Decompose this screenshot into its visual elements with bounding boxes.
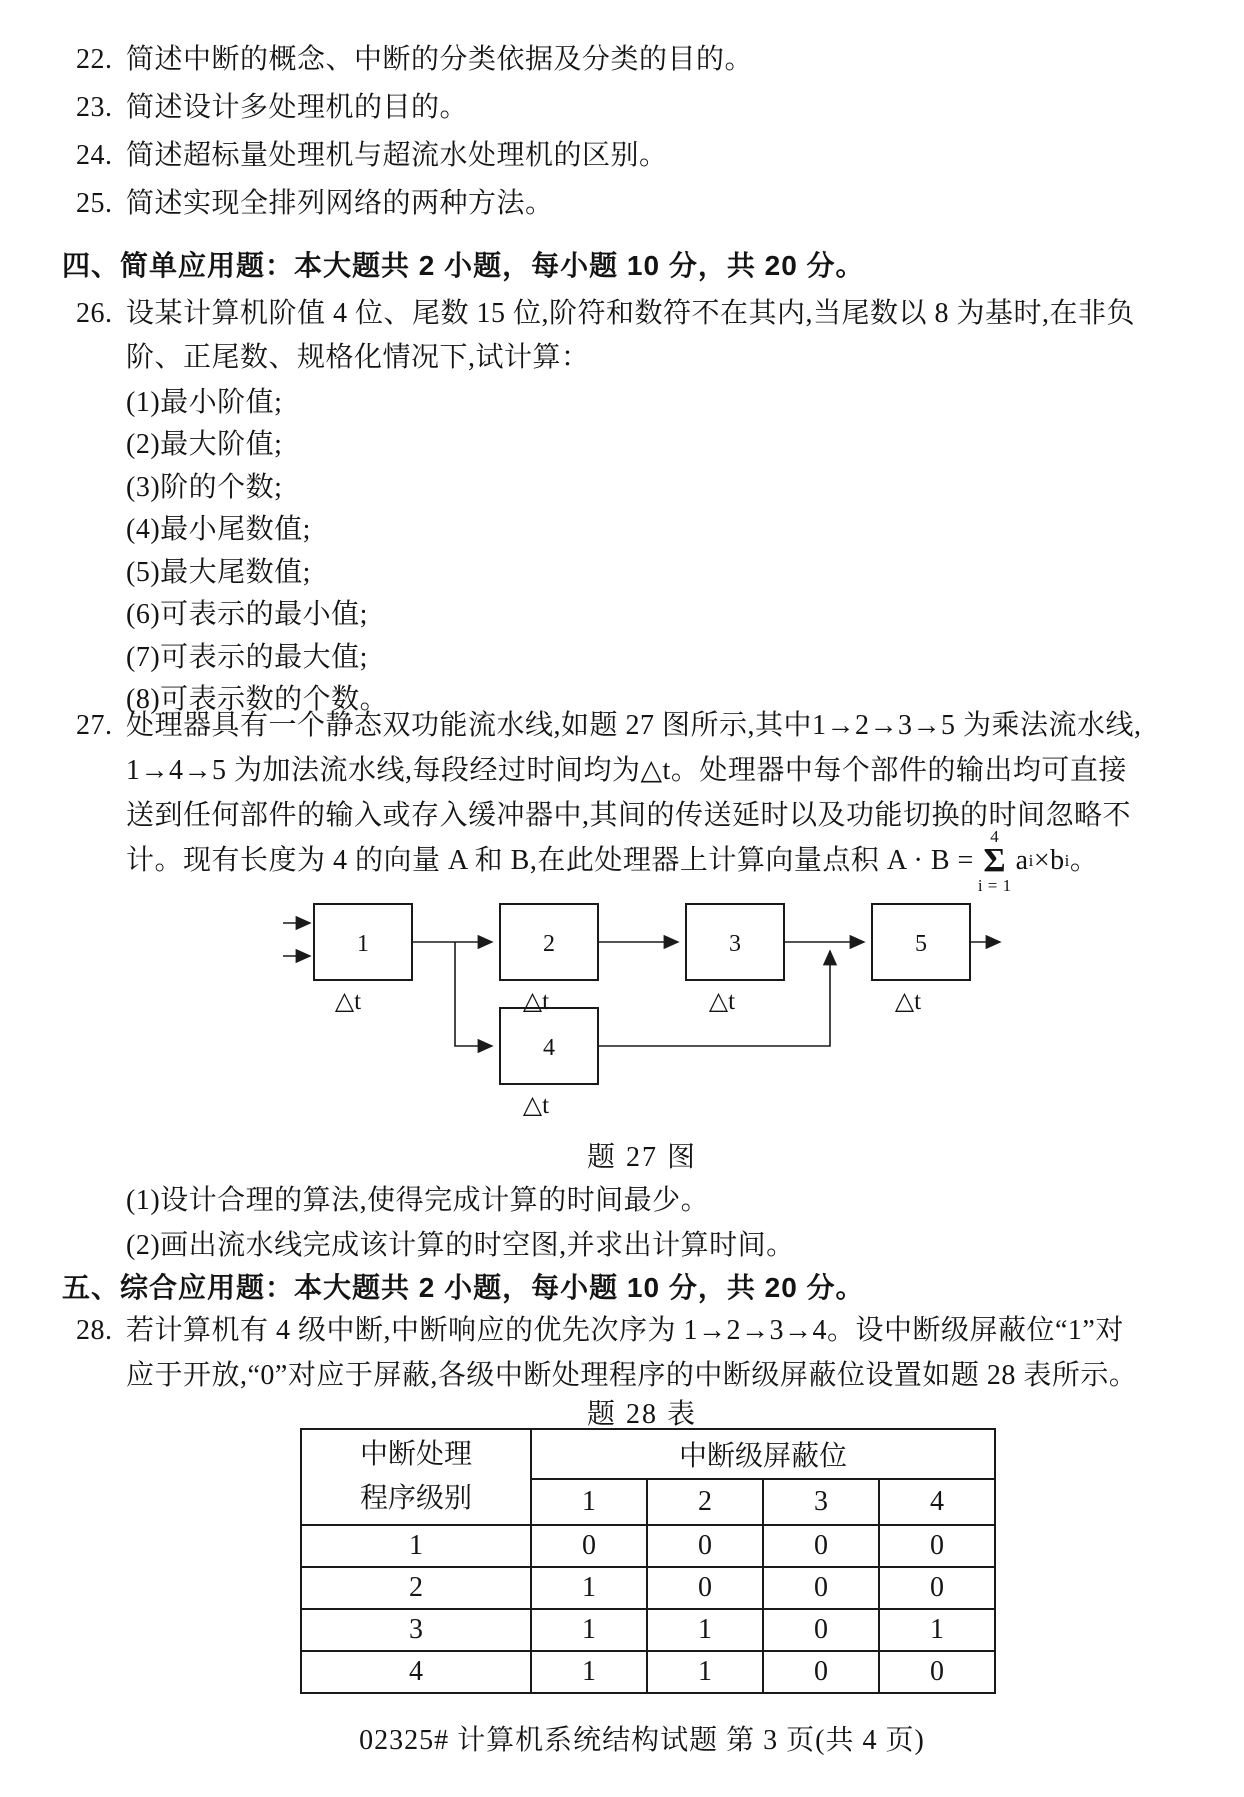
table-row xyxy=(301,1525,995,1567)
arrow-1-to-4 xyxy=(455,942,492,1046)
operand-b: b xyxy=(1050,845,1065,876)
operand-a: a xyxy=(1015,845,1029,876)
formula-prefix: 计。现有长度为 4 的向量 A 和 B,在此处理器上计算向量点积 A · B = xyxy=(126,845,974,876)
question-28-line1 xyxy=(76,1313,1124,1349)
question-text: 简述设计多处理机的目的。 xyxy=(126,92,469,123)
table-header-row-1 xyxy=(301,1429,995,1479)
question-22 xyxy=(76,42,753,78)
figure-27-pipeline-diagram xyxy=(270,893,1020,1128)
mask-col-4: 4 xyxy=(879,1479,995,1525)
table-row xyxy=(301,1651,995,1693)
question-number: 28. xyxy=(76,1315,113,1346)
delta-t-label-5: △t xyxy=(894,988,922,1015)
delta-t-label-2: △t xyxy=(522,988,550,1015)
delta-t-label-4: △t xyxy=(522,1092,550,1119)
bit-cell: 0 xyxy=(879,1525,995,1567)
delta-t-label-1: △t xyxy=(334,988,362,1015)
q26-subitem-4: (4)最小尾数值; xyxy=(126,514,311,545)
question-number: 24. xyxy=(76,140,113,171)
stage-3-label: 3 xyxy=(729,931,741,957)
section-4-header: 四、简单应用题：本大题共 2 小题，每小题 10 分，共 20 分。 xyxy=(62,250,865,281)
level-cell: 4 xyxy=(301,1651,531,1693)
bit-cell: 0 xyxy=(879,1567,995,1609)
bit-cell: 1 xyxy=(531,1609,647,1651)
sum-upper-limit: 4 xyxy=(990,827,1000,846)
times-operator: × xyxy=(1033,845,1051,876)
header-program-level-line2: 程序级别 xyxy=(359,1483,472,1514)
bit-cell: 1 xyxy=(531,1567,647,1609)
q26-subitem-2: (2)最大阶值; xyxy=(126,429,283,460)
sigma-glyph: Σ xyxy=(983,842,1007,879)
question-text: 简述中断的概念、中断的分类依据及分类的目的。 xyxy=(126,44,754,75)
pipeline-diagram-svg xyxy=(270,893,1020,1128)
q26-subitem-8: (8)可表示数的个数。 xyxy=(126,684,389,715)
level-cell: 1 xyxy=(301,1525,531,1567)
question-text: 处理器具有一个静态双功能流水线,如题 27 图所示,其中1→2→3→5 为乘法流水线, xyxy=(126,710,1142,741)
header-program-level xyxy=(301,1429,531,1525)
bit-cell: 0 xyxy=(763,1609,879,1651)
bit-cell: 0 xyxy=(879,1651,995,1693)
bit-cell: 0 xyxy=(763,1651,879,1693)
bit-cell: 1 xyxy=(647,1651,763,1693)
question-number: 23. xyxy=(76,92,113,123)
bit-cell: 1 xyxy=(879,1609,995,1651)
table-row xyxy=(301,1567,995,1609)
level-cell: 2 xyxy=(301,1567,531,1609)
formula-period: 。 xyxy=(1069,845,1099,876)
table-28-caption: 题 28 表 xyxy=(586,1399,697,1430)
q26-subitem-1: (1)最小阶值; xyxy=(126,387,283,418)
question-text: 简述实现全排列网络的两种方法。 xyxy=(126,188,554,219)
bit-cell: 0 xyxy=(647,1567,763,1609)
question-number: 22. xyxy=(76,44,113,75)
mask-col-3: 3 xyxy=(763,1479,879,1525)
sum-lower-limit: i = 1 xyxy=(977,876,1012,895)
figure-27-caption: 题 27 图 xyxy=(586,1142,697,1173)
question-text: 设某计算机阶值 4 位、尾数 15 位,阶符和数符不在其内,当尾数以 8 为基时,在非负 xyxy=(126,298,1136,329)
bit-cell: 1 xyxy=(647,1609,763,1651)
question-27-line3: 送到任何部件的输入或存入缓冲器中,其间的传送延时以及功能切换的时间忽略不 xyxy=(126,800,1132,831)
q26-subitem-3: (3)阶的个数; xyxy=(126,472,283,503)
q26-subitem-7: (7)可表示的最大值; xyxy=(126,642,368,673)
section-5-header: 五、综合应用题：本大题共 2 小题，每小题 10 分，共 20 分。 xyxy=(62,1272,865,1303)
operand-a-subscript: i xyxy=(1028,851,1034,870)
question-28-line2: 应于开放,“0”对应于屏蔽,各级中断处理程序的中断级屏蔽位设置如题 28 表所示。 xyxy=(126,1360,1138,1391)
question-25 xyxy=(76,186,554,222)
q26-subitem-6: (6)可表示的最小值; xyxy=(126,599,368,630)
bit-cell: 0 xyxy=(763,1567,879,1609)
question-27-line2: 1→4→5 为加法流水线,每段经过时间均为△t。处理器中每个部件的输出均可直接 xyxy=(126,755,1127,786)
mask-col-1: 1 xyxy=(531,1479,647,1525)
table-row xyxy=(301,1609,995,1651)
header-program-level-line1: 中断处理 xyxy=(359,1439,472,1470)
operand-b-subscript: i xyxy=(1064,851,1070,870)
header-mask-bits: 中断级屏蔽位 xyxy=(531,1429,995,1479)
bit-cell: 0 xyxy=(647,1525,763,1567)
question-26-line2: 阶、正尾数、规格化情况下,试计算： xyxy=(126,342,590,373)
stage-1-label: 1 xyxy=(357,931,369,957)
question-text: 若计算机有 4 级中断,中断响应的优先次序为 1→2→3→4。设中断级屏蔽位“1”对 xyxy=(126,1315,1124,1346)
stage-4-label: 4 xyxy=(543,1035,555,1061)
page-footer: 02325# 计算机系统结构试题 第 3 页(共 4 页) xyxy=(359,1725,925,1756)
question-text: 简述超标量处理机与超流水处理机的区别。 xyxy=(126,140,668,171)
mask-col-2: 2 xyxy=(647,1479,763,1525)
question-24 xyxy=(76,138,668,174)
bit-cell: 0 xyxy=(763,1525,879,1567)
question-number: 27. xyxy=(76,710,113,741)
q27-subitem-2: (2)画出流水线完成该计算的时空图,并求出计算时间。 xyxy=(126,1230,795,1261)
q27-subitem-1: (1)设计合理的算法,使得完成计算的时间最少。 xyxy=(126,1185,710,1216)
bit-cell: 0 xyxy=(531,1525,647,1567)
summation-symbol xyxy=(978,828,1012,894)
question-number: 26. xyxy=(76,298,113,329)
question-26-line1 xyxy=(76,296,1135,332)
bit-cell: 1 xyxy=(531,1651,647,1693)
table-28-interrupt-masks xyxy=(300,1428,996,1694)
delta-t-label-3: △t xyxy=(708,988,736,1015)
question-27-line1 xyxy=(76,708,1142,744)
q26-subitem-5: (5)最大尾数值; xyxy=(126,557,311,588)
stage-2-label: 2 xyxy=(543,931,555,957)
stage-5-label: 5 xyxy=(915,931,927,957)
question-27-formula-line xyxy=(126,827,1099,895)
question-number: 25. xyxy=(76,188,113,219)
level-cell: 3 xyxy=(301,1609,531,1651)
question-23 xyxy=(76,90,468,126)
